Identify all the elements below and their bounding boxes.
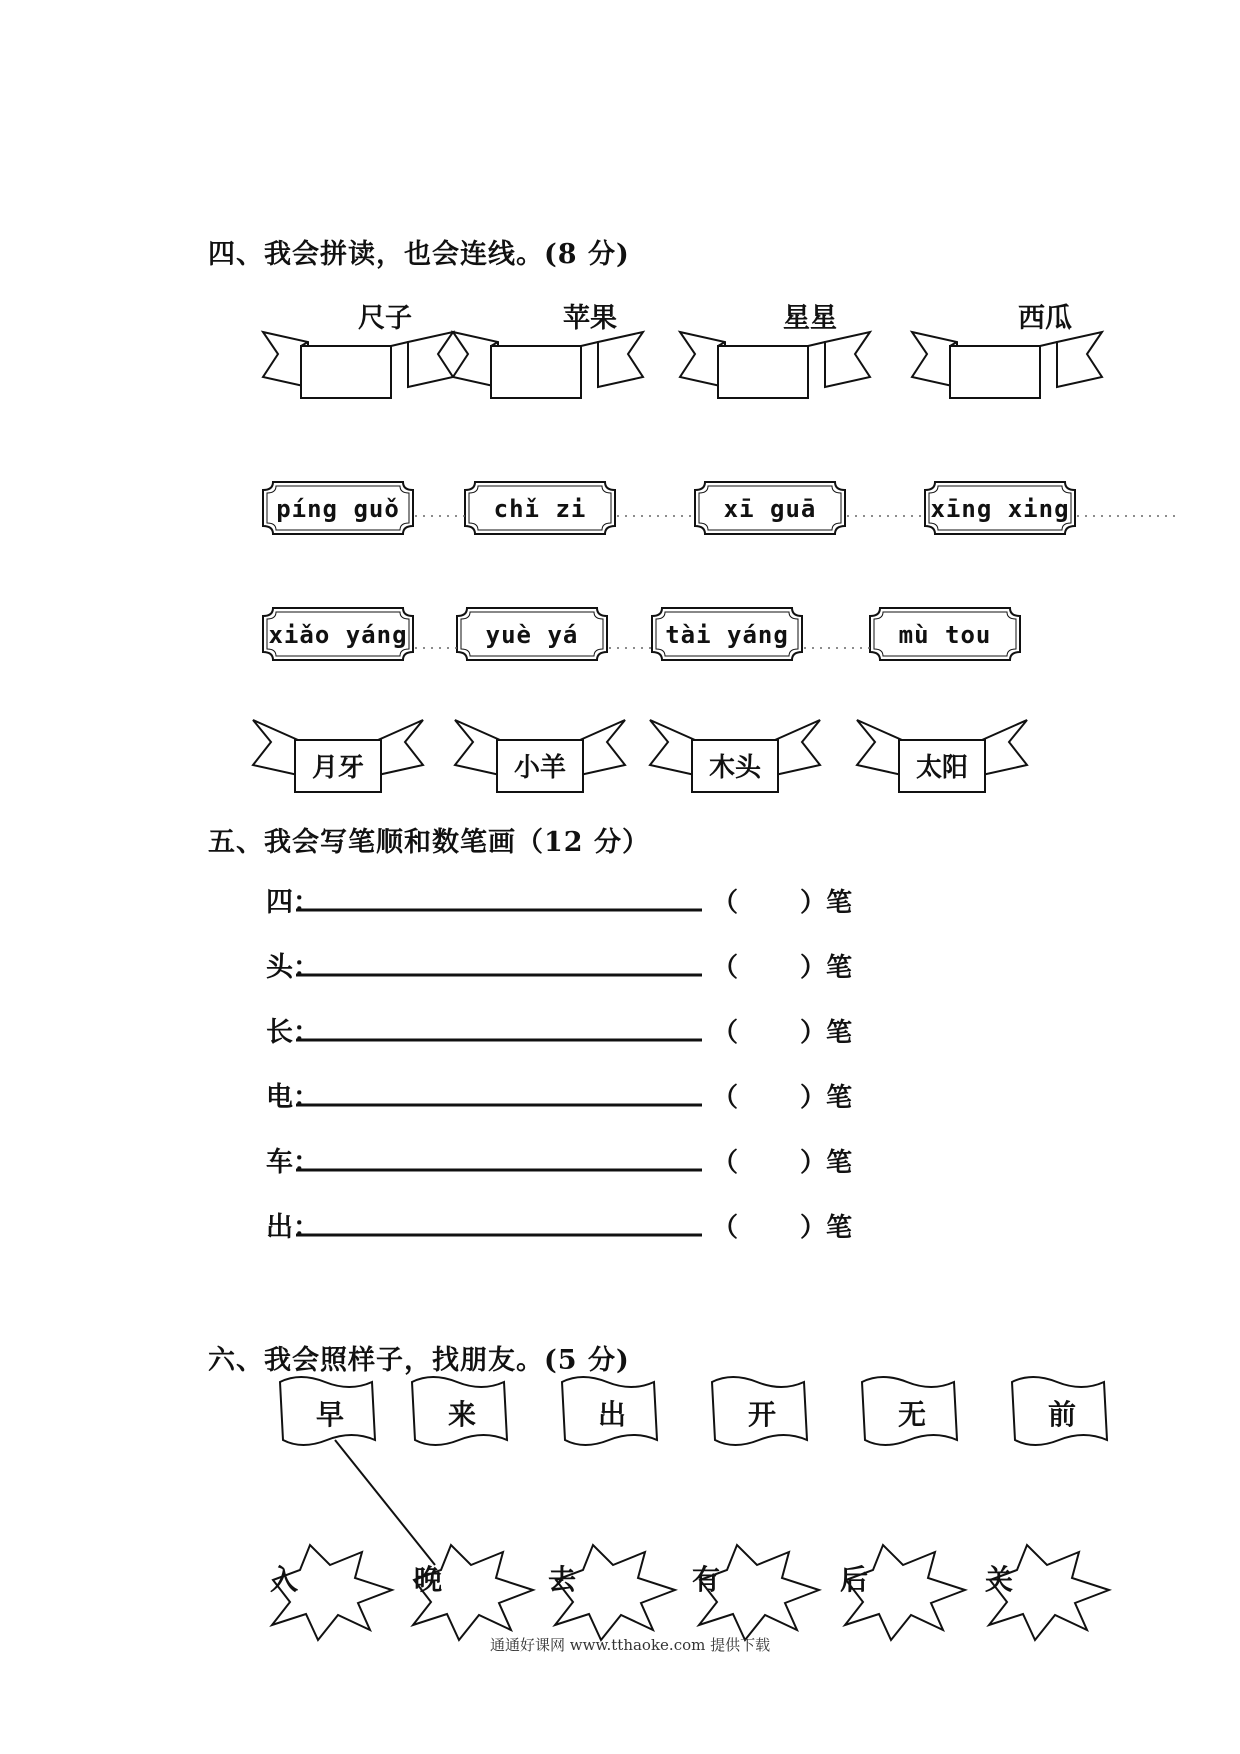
- section6-heading: 六、我会照样子，找朋友。(5 分): [208, 1345, 630, 1376]
- flag-char-6[interactable]: 前: [1047, 1398, 1076, 1431]
- paren-close-3: ）笔: [800, 1018, 853, 1048]
- pinyin-box-1-4[interactable]: xīng xing: [930, 495, 1070, 523]
- footer-credit: 通通好课网 www.tthaoke.com 提供下载: [490, 1636, 771, 1654]
- paren-close-1: ）笔: [800, 888, 853, 918]
- paren-close-4: ）笔: [800, 1083, 853, 1113]
- flag-char-3[interactable]: 出: [597, 1398, 626, 1431]
- star-char-5[interactable]: 后: [840, 1563, 869, 1596]
- section5-heading: 五、我会写笔顺和数笔画（12 分）: [208, 827, 650, 858]
- ribbon-label-4: 西瓜: [1018, 303, 1072, 334]
- pinyin-box-2-3[interactable]: tài yáng: [665, 621, 789, 649]
- paren-open-5: （: [712, 1148, 739, 1178]
- star-char-6[interactable]: 关: [985, 1563, 1014, 1596]
- stroke-char-6: 出：: [266, 1212, 320, 1243]
- ribbon-label-3: 星星: [783, 303, 837, 334]
- paren-open-4: （: [712, 1083, 739, 1113]
- stroke-char-1: 四：: [266, 887, 320, 918]
- paren-open-1: （: [712, 888, 739, 918]
- flag-char-5[interactable]: 无: [897, 1398, 926, 1431]
- star-char-4[interactable]: 有: [692, 1563, 721, 1596]
- star-char-1[interactable]: 入: [270, 1563, 299, 1596]
- banner-word-2[interactable]: 小羊: [513, 753, 566, 783]
- flag-char-2[interactable]: 来: [447, 1398, 476, 1431]
- ribbon-label-1: 尺子: [358, 303, 412, 334]
- stroke-char-5: 车：: [266, 1147, 320, 1178]
- paren-close-6: ）笔: [800, 1213, 853, 1243]
- paren-close-2: ）笔: [800, 953, 853, 983]
- pinyin-box-2-2[interactable]: yuè yá: [485, 621, 579, 649]
- pinyin-box-2-4[interactable]: mù tou: [898, 621, 992, 649]
- flag-char-1[interactable]: 早: [315, 1398, 344, 1431]
- banner-word-4[interactable]: 太阳: [915, 753, 968, 783]
- flag-char-4[interactable]: 开: [747, 1398, 776, 1431]
- pinyin-box-2-1[interactable]: xiǎo yáng: [268, 621, 408, 649]
- stroke-char-4: 电：: [266, 1082, 320, 1113]
- paren-open-2: （: [712, 953, 739, 983]
- section4-heading: 四、我会拼读，也会连线。(8 分): [208, 239, 630, 270]
- ribbon-label-2: 苹果: [563, 303, 617, 334]
- pinyin-box-1-3[interactable]: xī guā: [723, 495, 817, 523]
- star-char-2[interactable]: 晚: [414, 1563, 443, 1596]
- paren-open-3: （: [712, 1018, 739, 1048]
- banner-word-1[interactable]: 月牙: [311, 753, 364, 783]
- stroke-char-3: 长：: [266, 1017, 320, 1048]
- stroke-char-2: 头：: [266, 952, 320, 983]
- paren-open-6: （: [712, 1213, 739, 1243]
- pinyin-box-1-1[interactable]: píng guǒ: [276, 495, 400, 523]
- pinyin-box-1-2[interactable]: chǐ zi: [493, 495, 587, 523]
- banner-word-3[interactable]: 木头: [708, 753, 761, 783]
- paren-close-5: ）笔: [800, 1148, 853, 1178]
- star-char-3[interactable]: 去: [548, 1563, 577, 1596]
